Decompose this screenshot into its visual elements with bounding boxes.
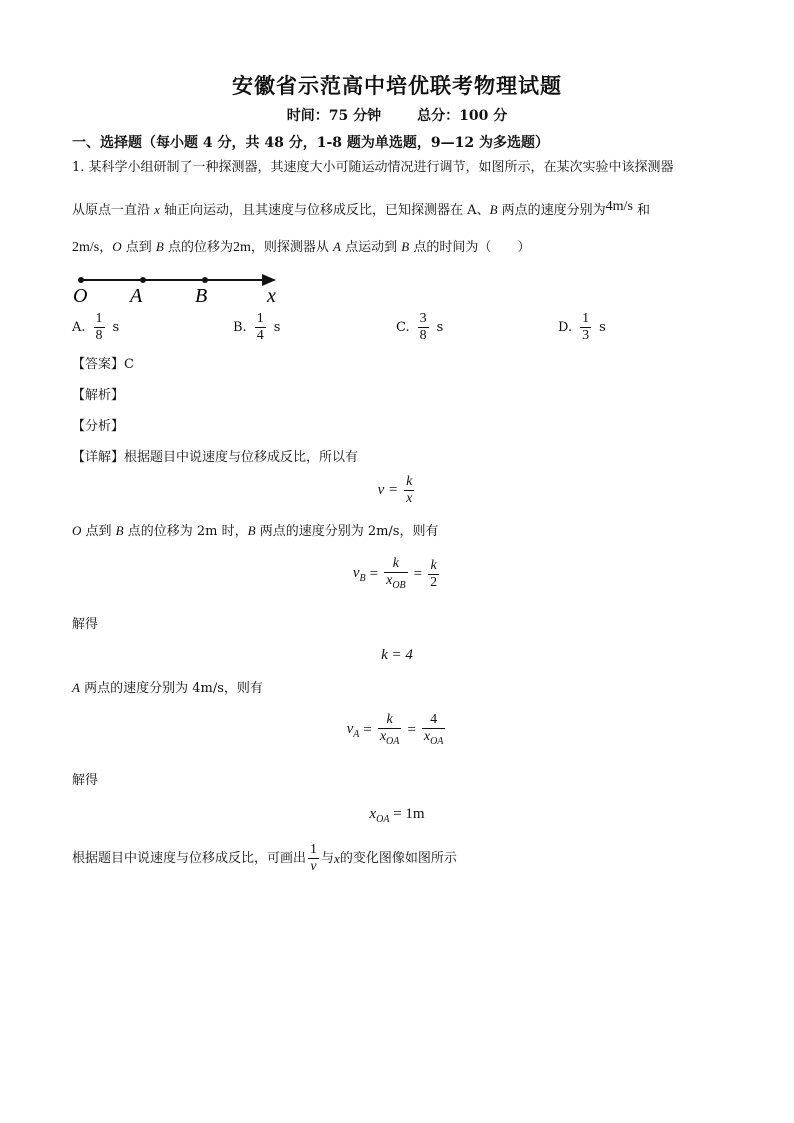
speed-a: 4m/s [605, 199, 633, 214]
axis-diagram [70, 266, 290, 308]
fenxi-label: 【分析】 [72, 419, 125, 434]
option-a[interactable]: A. $\frac{1}{8}$ s [72, 311, 120, 343]
answer-value: C [124, 357, 134, 372]
equation-2: $v_B$ = $\frac{k}{x_{OB}}$ = $\frac{k}{2}$ [0, 556, 794, 594]
solve-label-2: 解得 [72, 773, 99, 788]
displacement: 2m [233, 240, 251, 255]
exam-time: 时间：75 分钟 [286, 108, 382, 124]
equation-3: k = 4 [381, 647, 413, 663]
detail-line-4: 根据题目中说速度与位移成反比，可画出 $\frac{1}{v}$ 与 x 的变化图像如图所示 [72, 842, 457, 874]
detail-line: 【详解】根据题目中说速度与位移成反比，所以有 [72, 450, 359, 465]
point-b [202, 277, 208, 283]
analysis-label: 【解析】 [72, 388, 125, 403]
question-line-1: 1. 某科学小组研制了一种探测器，其速度大小可随运动情况进行调节，如图所示，在某次实验中该探测器 [72, 160, 674, 175]
point-o [78, 277, 84, 283]
label-x: x [267, 285, 276, 307]
option-c-fraction: $\frac{3}{8}$ [419, 311, 427, 343]
exam-meta [0, 105, 794, 125]
label-o: O [73, 285, 88, 307]
question-number: 1. [72, 160, 85, 175]
speed-b: 2m/s [72, 240, 100, 255]
section-heading: 一、选择题（每小题 4 分，共 48 分，1-8 题为单选题，9—12 为多选题） [72, 135, 549, 151]
equation-5: $x_{OA} = 1m$ [369, 806, 425, 825]
option-d-fraction: $\frac{1}{3}$ [582, 311, 590, 343]
point-a [140, 277, 146, 283]
detail-line-3: A 两点的速度分别为 4m/s，则有 [72, 680, 263, 696]
question-line-3: 2m/s，O 点到 B 点的位移为2m，则探测器从 A 点运动到 B 点的时间为（ ） [72, 239, 531, 255]
label-b: B [195, 285, 208, 307]
answer-line: 【答案】C [72, 357, 134, 372]
equation-4: $v_A$ = $\frac{k}{x_{OA}}$ = $\frac{4}{x_{OA}}$ [0, 712, 794, 750]
option-a-fraction: $\frac{1}{8}$ [95, 311, 103, 343]
option-c[interactable]: C. $\frac{3}{8}$ s [396, 311, 444, 343]
page-title: 安徽省示范高中培优联考物理试题 [232, 73, 562, 98]
option-b[interactable]: B. $\frac{1}{4}$ s [233, 311, 281, 343]
exam-score: 总分：100 分 [417, 108, 508, 124]
option-b-fraction: $\frac{1}{4}$ [256, 311, 264, 343]
option-d[interactable]: D. $\frac{1}{3}$ s [558, 311, 606, 343]
question-line-2: 从原点一直沿 x 轴正向运动，且其速度与位移成反比，已知探测器在 A、B 两点的速度分别为4m/s 和 [72, 199, 651, 218]
solve-label-1: 解得 [72, 617, 99, 632]
equation-1: v = $\frac{k}{x}$ [377, 474, 413, 506]
label-a: A [130, 285, 143, 307]
detail-line-2: O 点到 B 点的位移为 2m 时，B 两点的速度分别为 2m/s，则有 [72, 523, 439, 539]
